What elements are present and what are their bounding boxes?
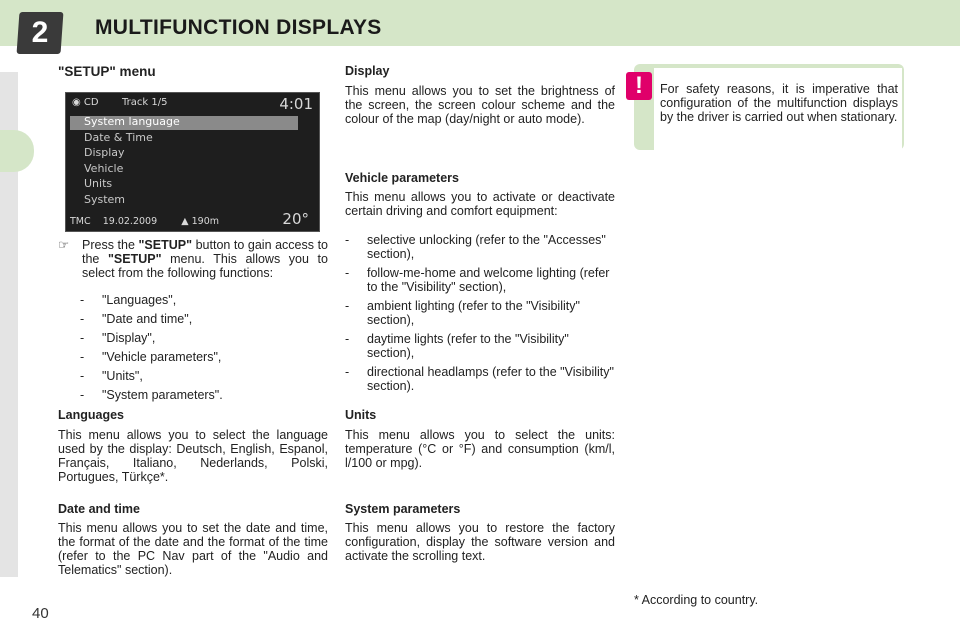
vehicle-text: This menu allows you to activate or deactivate certain driving and comfort equipment:	[345, 190, 615, 218]
side-tab	[0, 130, 34, 172]
date-time-heading: Date and time	[58, 502, 140, 516]
vehicle-list	[345, 233, 615, 398]
system-heading: System parameters	[345, 502, 461, 516]
screen-time: 4:01	[279, 95, 313, 113]
screen-menu-item: System	[84, 192, 126, 206]
list-item: - selective unlocking (refer to the "Accesses" section),	[345, 233, 606, 261]
setup-intro: ☞ Press the "SETUP" button to gain access to the "SETUP" menu. This allows you to select from the following functions:	[58, 238, 328, 280]
screen-menu-item: System language	[84, 115, 180, 128]
screen-menu-item: Display	[84, 146, 125, 159]
page-title: MULTIFUNCTION DISPLAYS	[95, 16, 382, 39]
list-item: - daytime lights (refer to the "Visibility" section),	[345, 332, 569, 360]
list-item: - directional headlamps (refer to the "Visibility" section).	[345, 365, 614, 393]
warning-text: For safety reasons, it is imperative that configuration of the multifunction displays by the driver is carried out when stationary.	[660, 82, 898, 124]
setup-screen-image	[65, 92, 320, 232]
screen-menu-item: Units	[84, 177, 113, 190]
date-time-text: This menu allows you to set the date and time, the format of the date and the format of the time (refer to the PC Nav part of the "Audio and Telematics" section).	[58, 521, 328, 577]
list-item: - follow-me-home and welcome lighting (refer to the "Visibility" section),	[345, 266, 610, 294]
list-item: - "Vehicle parameters",	[80, 350, 222, 364]
setup-heading: "SETUP" menu	[58, 64, 156, 79]
screen-source: ◉ CD	[72, 97, 99, 108]
screen-track: Track 1/5	[122, 97, 168, 108]
chapter-number: 2	[31, 16, 49, 49]
screen-temperature: 20°	[282, 210, 309, 228]
list-item: - "System parameters".	[80, 388, 223, 402]
page-number: 40	[32, 605, 49, 622]
list-item: - "Units",	[80, 369, 143, 383]
footnote: * According to country.	[634, 593, 759, 607]
units-text: This menu allows you to select the units: temperature (°C or °F) and consumption (km/l, l/100 or mpg).	[345, 428, 615, 470]
function-list	[80, 293, 330, 407]
display-heading: Display	[345, 64, 390, 78]
units-heading: Units	[345, 408, 377, 422]
hand-pointer-icon: ☞	[58, 238, 70, 252]
list-item: - "Date and time",	[80, 312, 193, 326]
list-item: - ambient lighting (refer to the "Visibility" section),	[345, 299, 580, 327]
languages-text: This menu allows you to select the language used by the display: Deutsch, English, Espanol, Français, Italiano, Nederlands, Polski, Portugues, Türkçe*.	[58, 428, 328, 484]
screen-menu-item: Date & Time	[84, 130, 153, 144]
warning-icon: !	[626, 72, 652, 100]
display-text: This menu allows you to set the brightness of the screen, the screen colour scheme and the colour of the map (day/night or auto mode).	[345, 84, 615, 126]
system-text: This menu allows you to restore the factory configuration, display the software version and activate the scrolling text.	[345, 521, 615, 563]
languages-heading: Languages	[58, 408, 124, 422]
vehicle-heading: Vehicle parameters	[345, 171, 459, 185]
list-item: - "Display",	[80, 331, 156, 345]
screen-menu-item: Vehicle	[84, 161, 124, 175]
list-item: - "Languages",	[80, 293, 177, 307]
screen-footer: TMC 19.02.2009 ▲ 190m	[70, 216, 220, 227]
